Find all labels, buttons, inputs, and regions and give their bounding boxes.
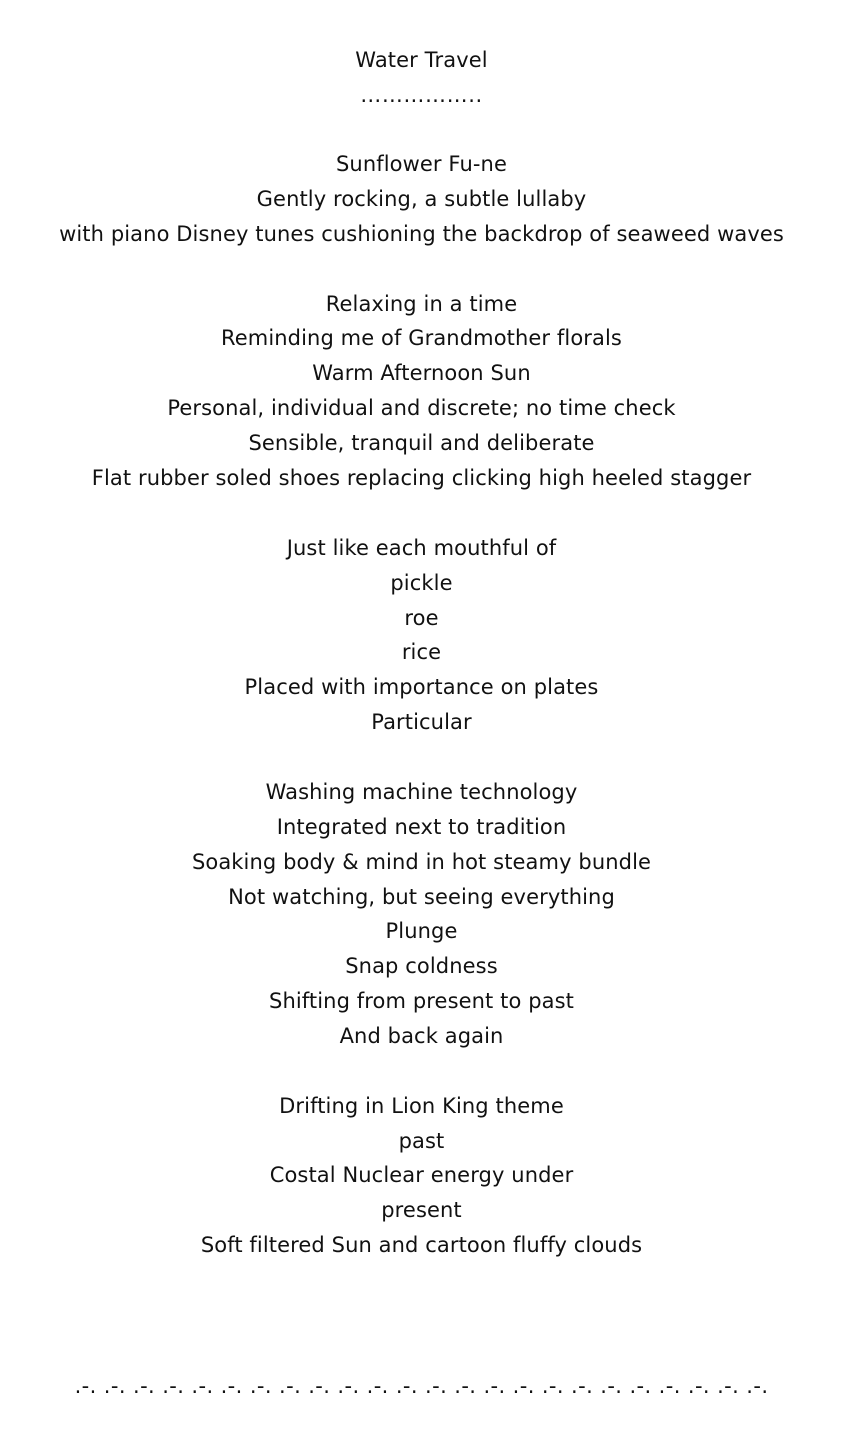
poem-line: Costal Nuclear energy under xyxy=(269,1163,574,1187)
poem-line: Placed with importance on plates xyxy=(244,675,599,699)
poem-line: Soaking body & mind in hot steamy bundle xyxy=(191,850,652,874)
poem-line: past xyxy=(398,1129,445,1153)
poem-line: Gently rocking, a subtle lullaby xyxy=(256,187,587,211)
poem-line: Not watching, but seeing everything xyxy=(228,885,615,909)
poem-title: Water Travel xyxy=(355,48,488,72)
poem-line: rice xyxy=(401,640,442,664)
footer-divider: .-. .-. .-. .-. .-. .-. .-. .-. .-. .-. .-. .-. .-. .-. .-. .-. .-. .-. .-. .-. .-. .-. .-. .-. xyxy=(74,1374,769,1398)
poem-line: present xyxy=(381,1198,462,1222)
poem-line: roe xyxy=(404,606,439,630)
poem-line: Washing machine technology xyxy=(265,780,578,804)
poem-line: with piano Disney tunes cushioning the backdrop of seaweed waves xyxy=(59,222,784,246)
poem-line: And back again xyxy=(339,1024,504,1048)
poem-line: Snap coldness xyxy=(345,954,498,978)
poem-line: Just like each mouthful of xyxy=(286,536,557,560)
poem-line: pickle xyxy=(390,571,453,595)
poem-line: Sunflower Fu-ne xyxy=(336,152,507,176)
poem-line: Integrated next to tradition xyxy=(276,815,567,839)
poem-line: Shifting from present to past xyxy=(269,989,574,1013)
poem-line: Relaxing in a time xyxy=(325,292,518,316)
poem-line: Soft filtered Sun and cartoon fluffy clouds xyxy=(200,1233,643,1257)
poem-line: Personal, individual and discrete; no time check xyxy=(167,396,676,420)
poem-line: Plunge xyxy=(385,919,458,943)
poem-line: Reminding me of Grandmother florals xyxy=(221,326,622,350)
poem-line: Flat rubber soled shoes replacing clicking high heeled stagger xyxy=(91,466,752,490)
poem-line: Particular xyxy=(371,710,472,734)
poem-line: Sensible, tranquil and deliberate xyxy=(248,431,595,455)
title-dots-divider: …………….. xyxy=(360,83,483,107)
poem-line: Warm Afternoon Sun xyxy=(312,361,531,385)
poem-line: Drifting in Lion King theme xyxy=(279,1094,564,1118)
